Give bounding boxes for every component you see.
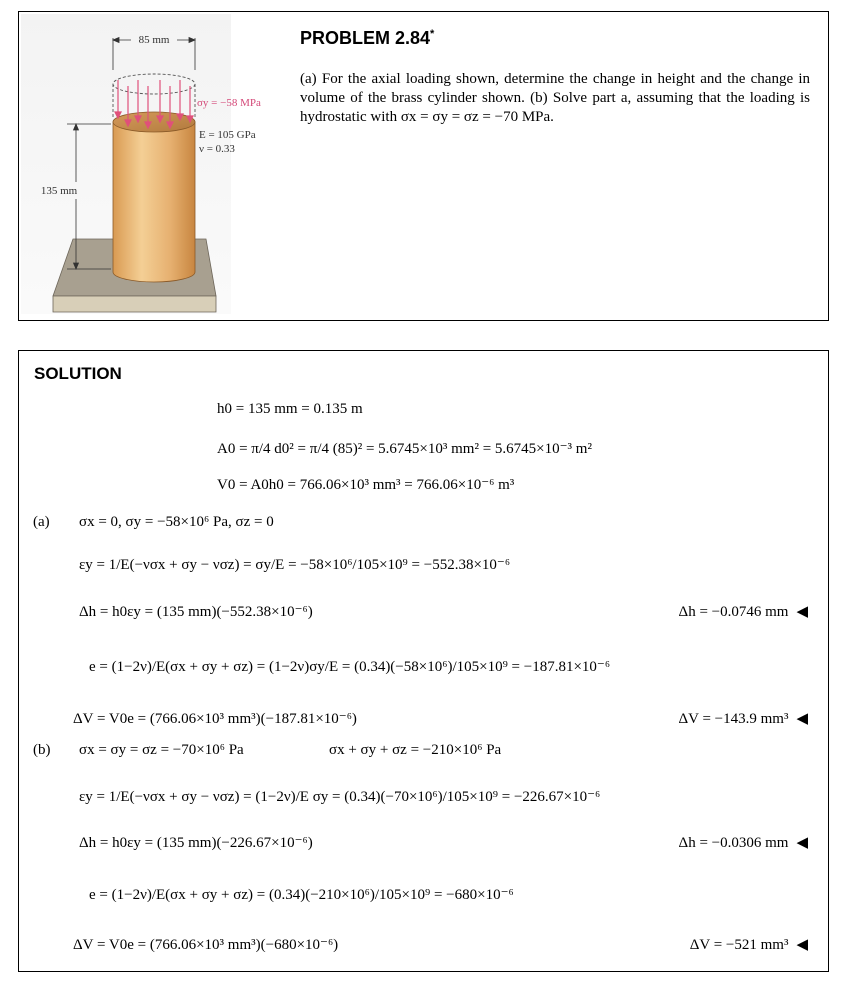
part-a-dv-eq: ΔV = V0e = (766.06×10³ mm³)(−187.81×10⁻⁶) (73, 711, 357, 727)
problem-panel (18, 11, 829, 321)
part-b-label: (b) (33, 742, 51, 758)
part-b-strain: εy = 1/E(−νσx + σy − νσz) = (1−2ν)/E σy = (0.34)(−70×10⁶)/105×10⁹ = −226.67×10⁻⁶ (79, 789, 601, 805)
part-a-e-eq: e = (1−2ν)/E(σx + σy + σz) = (1−2ν)σy/E = (0.34)(−58×10⁶)/105×10⁹ = −187.81×10⁻⁶ (89, 659, 611, 675)
result-marker-icon: ◀ (796, 711, 808, 727)
part-a-stresses: σx = 0, σy = −58×10⁶ Pa, σz = 0 (79, 514, 274, 530)
part-a-label: (a) (33, 514, 50, 530)
part-a-dh-value: Δh = −0.0746 mm (678, 604, 789, 620)
part-b-dv-result (690, 935, 808, 954)
part-b-dh-eq: Δh = h0εy = (135 mm)(−226.67×10⁻⁶) (79, 835, 313, 851)
part-a-dh-result (679, 602, 808, 621)
problem-title-marker: * (430, 28, 435, 40)
part-b-e-eq: e = (1−2ν)/E(σx + σy + σz) = (0.34)(−210×10⁶)/105×10⁹ = −680×10⁻⁶ (89, 887, 514, 903)
base-front (53, 296, 216, 312)
given-a0: A0 = π/4 d0² = π/4 (85)² = 5.6745×10³ mm² = 5.6745×10⁻³ m² (217, 441, 592, 457)
part-b-dv-value: ΔV = −521 mm³ (689, 937, 789, 953)
part-b-stresses: σx = σy = σz = −70×10⁶ Pa (79, 742, 244, 758)
part-b-dh-value: Δh = −0.0306 mm (678, 835, 789, 851)
diameter-label: 85 mm (138, 34, 170, 46)
result-marker-icon: ◀ (796, 604, 808, 620)
height-label: 135 mm (40, 185, 78, 197)
cylinder-body (113, 122, 195, 282)
poisson-label: ν = 0.33 (199, 143, 235, 155)
part-a-strain: εy = 1/E(−νσx + σy − νσz) = σy/E = −58×10⁶/105×10⁹ = −552.38×10⁻⁶ (79, 557, 511, 573)
problem-title (300, 28, 434, 49)
modulus-label: E = 105 GPa (199, 129, 256, 141)
solution-panel (18, 350, 829, 972)
part-a-dv-value: ΔV = −143.9 mm³ (678, 711, 789, 727)
result-marker-icon: ◀ (796, 937, 808, 953)
given-h0: h0 = 135 mm = 0.135 m (217, 401, 363, 417)
part-a-dv-result (678, 709, 808, 728)
part-b-sum: σx + σy + σz = −210×10⁶ Pa (329, 742, 502, 758)
cylinder-figure (21, 14, 261, 314)
problem-statement: (a) For the axial loading shown, determine the change in height and the change in volume of the brass cylinder shown. (b) Solve part a, assuming that the loading is hydrostatic with σx = σy = σz = −70 MPa. (300, 71, 810, 125)
solution-heading: SOLUTION (34, 364, 122, 383)
stress-label: σy = −58 MPa (197, 97, 261, 109)
given-v0: V0 = A0h0 = 766.06×10³ mm³ = 766.06×10⁻⁶ m³ (217, 477, 515, 493)
part-b-dh-result (679, 833, 808, 852)
part-b-dv-eq: ΔV = V0e = (766.06×10³ mm³)(−680×10⁻⁶) (73, 937, 339, 953)
problem-title-text: PROBLEM 2.84 (300, 28, 431, 48)
part-a-dh-eq: Δh = h0εy = (135 mm)(−552.38×10⁻⁶) (79, 604, 313, 620)
result-marker-icon: ◀ (796, 835, 808, 851)
